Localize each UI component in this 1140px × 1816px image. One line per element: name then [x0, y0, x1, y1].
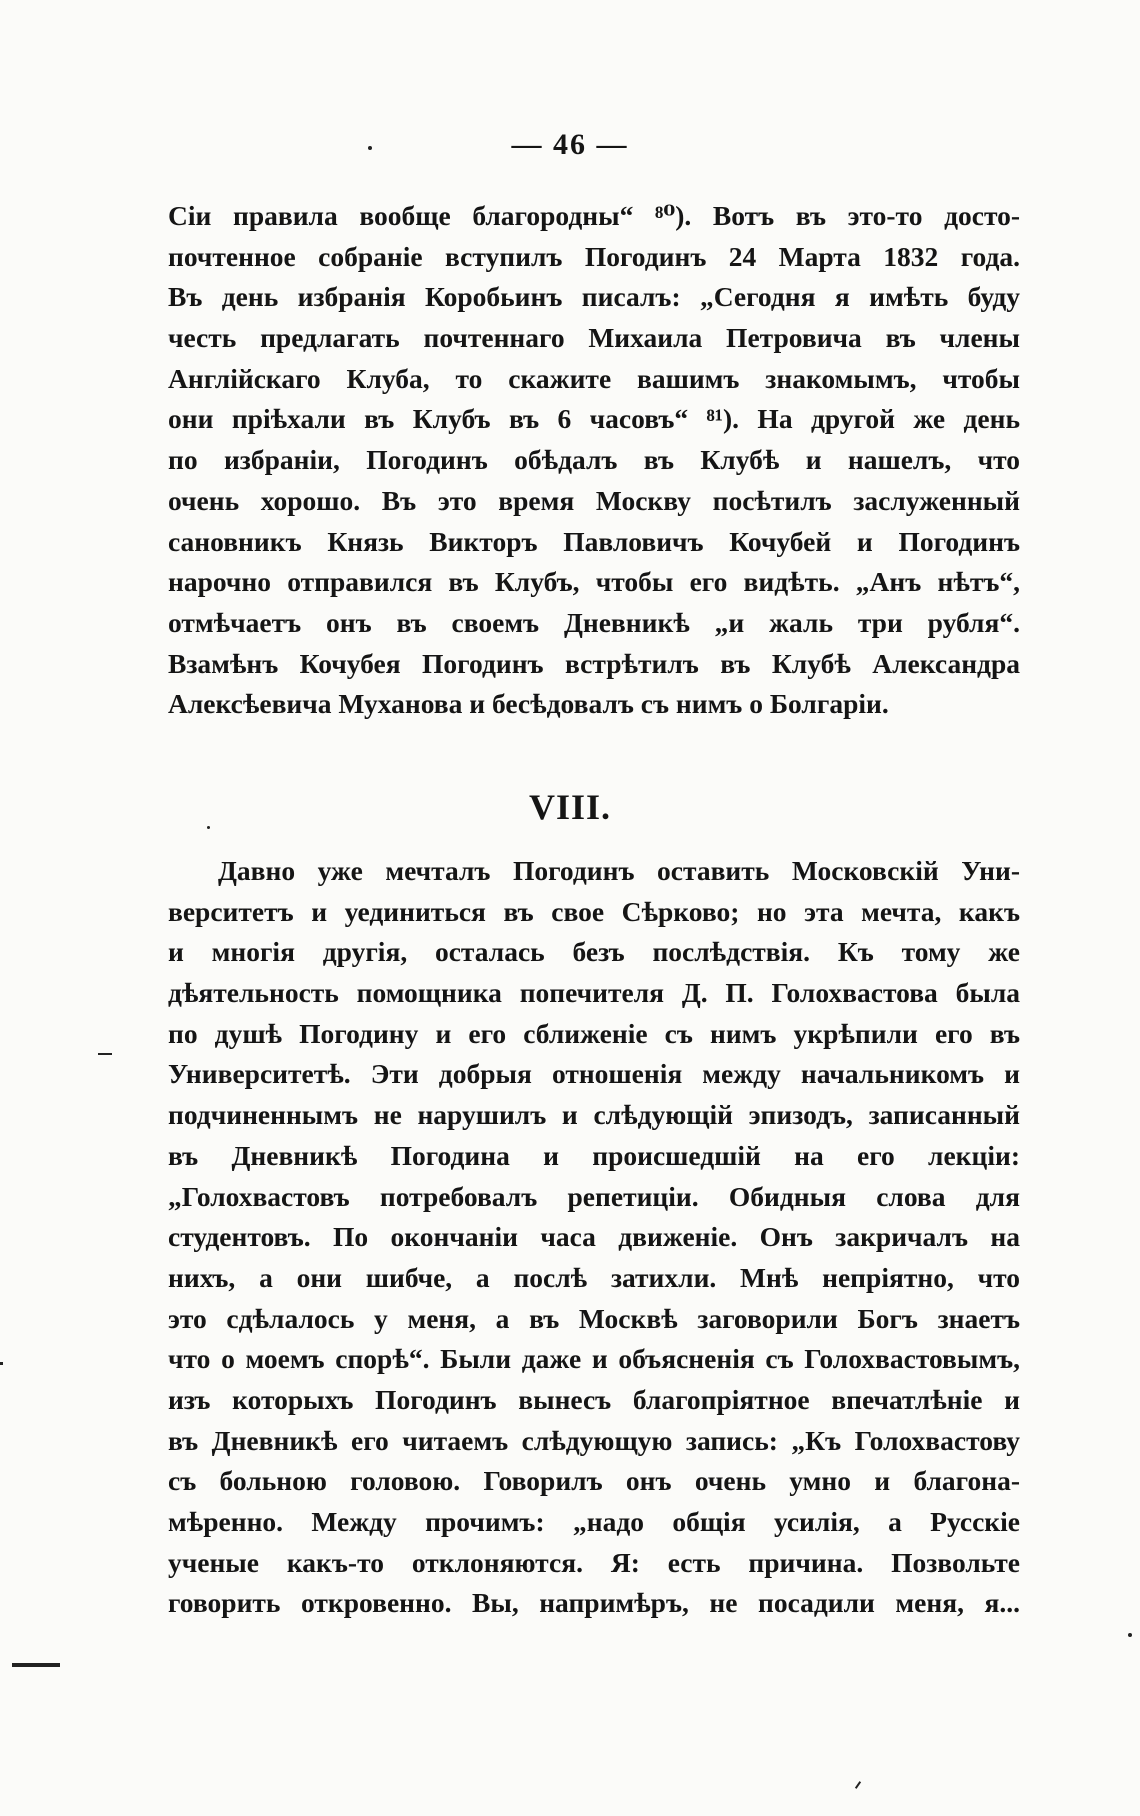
text-line: ученые какъ-то отклоняются. Я: есть причина. Позвольте — [168, 1546, 1020, 1578]
text-line: это сдѣлалось у меня, а въ Москвѣ заговорили Богъ знаетъ — [168, 1302, 1020, 1334]
text-line: нарочно отправился въ Клубъ, чтобы его видѣть. „Анъ нѣтъ“, — [168, 566, 1020, 598]
text-line: Взамѣнъ Кочубея Погодинъ встрѣтилъ въ Клубѣ Александра — [168, 647, 1020, 679]
text-line: отмѣчаетъ онъ въ своемъ Дневникѣ „и жаль три рубля“. — [168, 606, 1020, 638]
scan-speck — [1128, 1633, 1132, 1637]
text-line: студентовъ. По окончаніи часа движеніе. Онъ закричалъ на — [168, 1221, 1020, 1253]
text-line: верситетъ и уединиться въ свое Сѣрково; но эта мечта, какъ — [168, 895, 1020, 927]
scan-speck — [0, 1362, 3, 1365]
paragraph-1 — [168, 196, 1020, 725]
text-line: въ Дневникѣ Погодина и происшедшій на его лекціи: — [168, 1139, 1020, 1171]
text-line: въ Дневникѣ его читаемъ слѣдующую запись: „Къ Голохвастову — [168, 1424, 1020, 1456]
text-line: Давно уже мечталъ Погодинъ оставить Московскій Уни- — [218, 855, 1020, 886]
text-line: съ больною головою. Говорилъ онъ очень умно и благона- — [168, 1465, 1020, 1497]
text-line: Въ день избранія Коробьинъ писалъ: „Сегодня я имѣть буду — [168, 281, 1020, 313]
text-line: по избраніи, Погодинъ обѣдалъ въ Клубѣ и нашелъ, что — [168, 444, 1020, 476]
page-number: — 46 — — [511, 128, 629, 161]
text-line: Сіи правила вообще благородны“ ⁸⁰). Вотъ въ это-то досто- — [168, 200, 1020, 231]
text-line: что о моемъ спорѣ“. Были даже и объясненія съ Голохвастовымъ, — [168, 1343, 1020, 1375]
text-line: подчиненнымъ не нарушилъ и слѣдующій эпизодъ, записанный — [168, 1099, 1020, 1131]
text-line: они пріѣхали въ Клубъ въ 6 часовъ“ ⁸¹). На другой же день — [168, 403, 1020, 435]
paragraph-2 — [168, 851, 1020, 1624]
text-line: по душѣ Погодину и его сближеніе съ нимъ укрѣпили его въ — [168, 1017, 1020, 1049]
text-line: Университетѣ. Эти добрыя отношенія между начальникомъ и — [168, 1058, 1020, 1090]
text-line: изъ которыхъ Погодинъ вынесъ благопріятное впечатлѣніе и — [168, 1383, 1020, 1415]
text-line: и многія другія, осталась безъ послѣдствія. Къ тому же — [168, 936, 1020, 968]
text-line: мѣренно. Между прочимъ: „надо общія усилія, а Русскіе — [168, 1506, 1020, 1537]
scan-speck — [368, 146, 372, 150]
scan-speck — [98, 1053, 112, 1055]
scan-speck — [12, 1663, 60, 1667]
scan-speck — [207, 826, 210, 829]
text-line: Англійскаго Клуба, то скажите вашимъ знакомымъ, чтобы — [168, 362, 1020, 394]
text-line: нихъ, а они шибче, а послѣ затихли. Мнѣ непріятно, что — [168, 1261, 1020, 1293]
section-heading: VIII. — [528, 787, 612, 827]
text-line: говорить откровенно. Вы, напримѣръ, не посадили меня, я... — [168, 1587, 1020, 1619]
text-line: сановникъ Князь Викторъ Павловичъ Кочубей и Погодинъ — [168, 525, 1020, 557]
text-line: дѣятельность помощника попечителя Д. П. Голохвастова была — [168, 977, 1020, 1009]
text-line: очень хорошо. Въ это время Москву посѣтилъ заслуженный — [168, 484, 1020, 516]
text-line: честь предлагать почтеннаго Михаила Петровича въ члены — [168, 322, 1020, 354]
text-line: „Голохвастовъ потребовалъ репетиціи. Обидныя слова для — [168, 1180, 1020, 1212]
text-line: почтенное собраніе вступилъ Погодинъ 24 Марта 1832 года. — [168, 240, 1020, 272]
scan-speck — [855, 1781, 861, 1789]
text-line: Алексѣевича Муханова и бесѣдовалъ съ нимъ о Болгаріи. — [168, 688, 889, 720]
